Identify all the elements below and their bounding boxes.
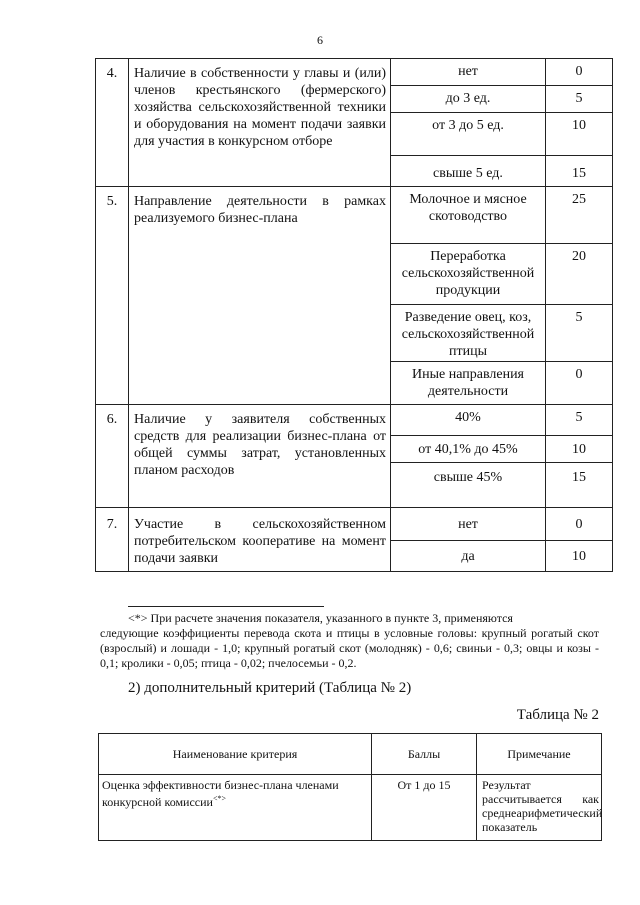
option-points: 10 — [546, 436, 613, 463]
option-label: нет — [391, 59, 546, 86]
footnote — [100, 611, 599, 671]
column-header: Примечание — [477, 734, 602, 775]
criterion-name: Оценка эффективности бизнес-плана членами конкурсной комиссии — [102, 778, 339, 809]
option-points: 0 — [546, 362, 613, 405]
option-points: 5 — [546, 405, 613, 436]
criteria-table — [95, 58, 613, 572]
option-label: Разведение овец, коз, сельскохозяйственной птицы — [391, 305, 546, 362]
column-header: Наименование критерия — [99, 734, 372, 775]
footnote-separator — [128, 606, 324, 607]
option-label: от 3 до 5 ед. — [391, 113, 546, 156]
option-points: 15 — [546, 156, 613, 187]
option-points: 0 — [546, 508, 613, 541]
option-points: 10 — [546, 541, 613, 572]
option-label: Молочное и мясное скотоводство — [391, 187, 546, 244]
table-row — [96, 187, 613, 244]
criterion-cell — [99, 775, 372, 841]
table-row — [99, 775, 602, 841]
option-label: да — [391, 541, 546, 572]
option-label: свыше 5 ед. — [391, 156, 546, 187]
option-points: 15 — [546, 463, 613, 508]
footnote-mark: <*> — [212, 794, 227, 803]
page-number: 6 — [317, 33, 323, 47]
criterion-text: Наличие у заявителя собственных средств для реализации бизнес-плана от общей суммы затрат, установленных планом расходов — [129, 405, 391, 508]
option-points: 5 — [546, 305, 613, 362]
section-subheading: 2) дополнительный критерий (Таблица № 2) — [128, 680, 412, 696]
option-label: от 40,1% до 45% — [391, 436, 546, 463]
additional-criteria-table — [98, 733, 602, 841]
criterion-text: Направление деятельности в рамках реализуемого бизнес-плана — [129, 187, 391, 405]
column-header: Баллы — [372, 734, 477, 775]
criterion-number: 6. — [96, 405, 129, 508]
option-points: 5 — [546, 86, 613, 113]
footnote-continuation: следующие коэффициенты перевода скота и птицы в условные головы: крупный рогатый скот (взрослый) и лошади - 1,0; крупный рогатый скот (молодняк) - 0,6; свиньи - 0,3; овцы и козы - 0,1; кролики - 0,05; птица - 0,02; пчелосемьи - 0,2. — [100, 626, 599, 670]
criterion-number: 5. — [96, 187, 129, 405]
points-cell: От 1 до 15 — [372, 775, 477, 841]
option-label: Переработка сельскохозяйственной продукции — [391, 244, 546, 305]
option-label: Иные направления деятельности — [391, 362, 546, 405]
table-header-row — [99, 734, 602, 775]
option-points: 10 — [546, 113, 613, 156]
note-cell: Результат рассчитывается как среднеарифметический показатель — [477, 775, 602, 841]
criterion-text: Участие в сельскохозяйственном потребительском кооперативе на момент подачи заявки — [129, 508, 391, 572]
option-label: до 3 ед. — [391, 86, 546, 113]
table-row — [96, 405, 613, 436]
option-points: 25 — [546, 187, 613, 244]
option-points: 20 — [546, 244, 613, 305]
option-label: 40% — [391, 405, 546, 436]
footnote-first-line: <*> При расчете значения показателя, указанного в пункте 3, применяются — [128, 611, 513, 625]
criterion-text: Наличие в собственности у главы и (или) членов крестьянского (фермерского) хозяйства сельскохозяйственной техники и оборудования на момент подачи заявки для участия в конкурсном отборе — [129, 59, 391, 187]
table-row — [96, 59, 613, 86]
option-label: свыше 45% — [391, 463, 546, 508]
option-label: нет — [391, 508, 546, 541]
table-caption: Таблица № 2 — [516, 707, 599, 723]
option-points: 0 — [546, 59, 613, 86]
criterion-number: 4. — [96, 59, 129, 187]
criterion-number: 7. — [96, 508, 129, 572]
table-row — [96, 508, 613, 541]
